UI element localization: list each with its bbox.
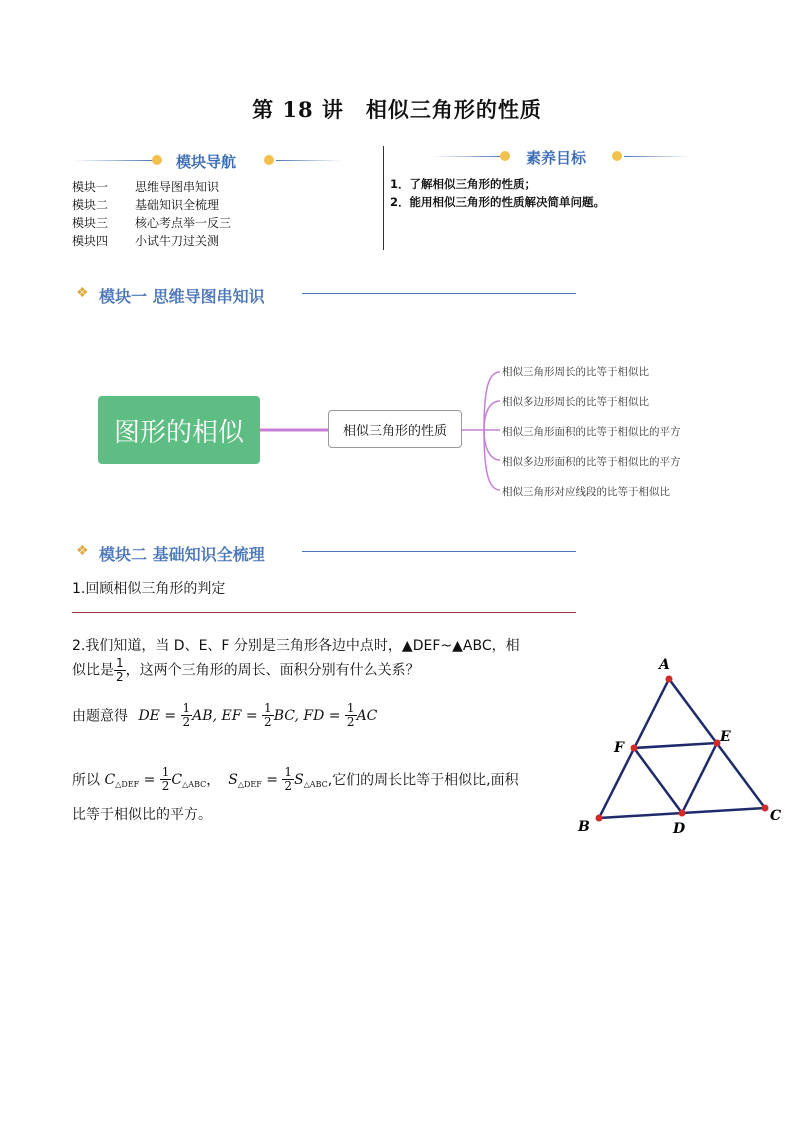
nav-heading-line-right — [276, 160, 342, 161]
midline-ed — [682, 743, 717, 813]
nav-heading-dot-right — [264, 155, 274, 165]
nav-heading-dot-left — [152, 155, 162, 165]
module-nav-heading: 模块导航 — [176, 153, 237, 171]
fraction-half: $\frac{1}{2}$ — [116, 656, 124, 684]
conclusion-line-1: 所以 $C_{\triangle DEF}$ = $\frac{1}{2}$ $C_{\triangle ABC}$， $S_{\triangle DEF}$ = $\frac{1}{2}$ $S_{\triangle ABC}$,它们的周长比等于相似比,面积 — [72, 765, 519, 793]
section1-rule — [302, 293, 576, 294]
mindmap-leaf: 相似三角形面积的比等于相似比的平方 — [502, 426, 681, 438]
goals-heading: 素养目标 — [526, 149, 587, 167]
section1-title: 模块一 思维导图串知识 — [99, 287, 265, 306]
module-nav-item[interactable]: 模块四 小试牛刀过关测 — [72, 234, 220, 248]
section2-title: 模块二 基础知识全梳理 — [99, 545, 265, 564]
label-a: A — [659, 657, 670, 673]
goals-heading-dot-right — [612, 151, 622, 161]
goals-heading-line-left — [432, 156, 502, 157]
goals-heading-dot-left — [500, 151, 510, 161]
given-equation-line: 由题意得 DE = $\frac{1}{2}$ AB, EF = $\frac{1}{2}$ BC, FD = $\frac{1}{2}$ AC — [72, 701, 378, 729]
goal-item: 1．了解相似三角形的性质； — [390, 177, 537, 191]
mindmap-leaf: 相似多边形面积的比等于相似比的平方 — [502, 456, 681, 468]
red-separator — [72, 612, 576, 613]
point-a — [666, 676, 673, 683]
mindmap-middle-node: 相似三角形的性质 — [328, 410, 462, 448]
label-c: C — [770, 808, 782, 824]
page-title — [0, 94, 794, 124]
mindmap-leaf: 相似多边形周长的比等于相似比 — [502, 396, 649, 408]
diamond-icon: ❖ — [76, 285, 89, 301]
goal-item: 2．能用相似三角形的性质解决简单问题。 — [390, 195, 605, 209]
module-nav-item[interactable]: 模块三 核心考点举一反三 — [72, 216, 232, 230]
point-b — [596, 815, 603, 822]
mindmap-leaf: 相似三角形周长的比等于相似比 — [502, 366, 649, 378]
point-c — [762, 805, 769, 812]
conclusion-line-2: 比等于相似比的平方。 — [72, 807, 212, 823]
column-divider — [383, 146, 384, 250]
goals-heading-line-right — [624, 156, 690, 157]
point-d — [679, 810, 686, 817]
mindmap-root-node: 图形的相似 — [98, 396, 260, 464]
label-d: D — [673, 821, 686, 837]
nav-heading-line-left — [74, 160, 154, 161]
question-line-2: 似比是 $\frac{1}{2}$ ，这两个三角形的周长、面积分别有什么关系？ — [72, 656, 420, 684]
triangle-figure — [560, 640, 790, 850]
lecture-topic: 相似三角形的性质 — [365, 97, 542, 122]
module-nav-item[interactable]: 模块二 基础知识全梳理 — [72, 198, 220, 212]
midline-fe — [634, 743, 717, 748]
lecture-number: 第 18 讲 — [252, 97, 344, 122]
module-nav-item[interactable]: 模块一 思维导图串知识 — [72, 180, 220, 194]
module-nav-list — [72, 178, 231, 250]
mindmap-leaf: 相似三角形对应线段的比等于相似比 — [502, 486, 670, 498]
label-f: F — [614, 740, 624, 756]
question-line-1: 2.我们知道，当 D、E、F 分别是三角形各边中点时，▲DEF~▲ABC，相 — [72, 638, 520, 654]
diamond-icon: ❖ — [76, 543, 89, 559]
review-item-1: 1.回顾相似三角形的判定 — [72, 581, 226, 597]
goals-list — [390, 176, 605, 212]
section2-rule — [302, 551, 576, 552]
point-f — [631, 745, 638, 752]
label-e: E — [720, 729, 731, 745]
label-b: B — [578, 819, 590, 835]
midline-fd — [634, 748, 682, 813]
